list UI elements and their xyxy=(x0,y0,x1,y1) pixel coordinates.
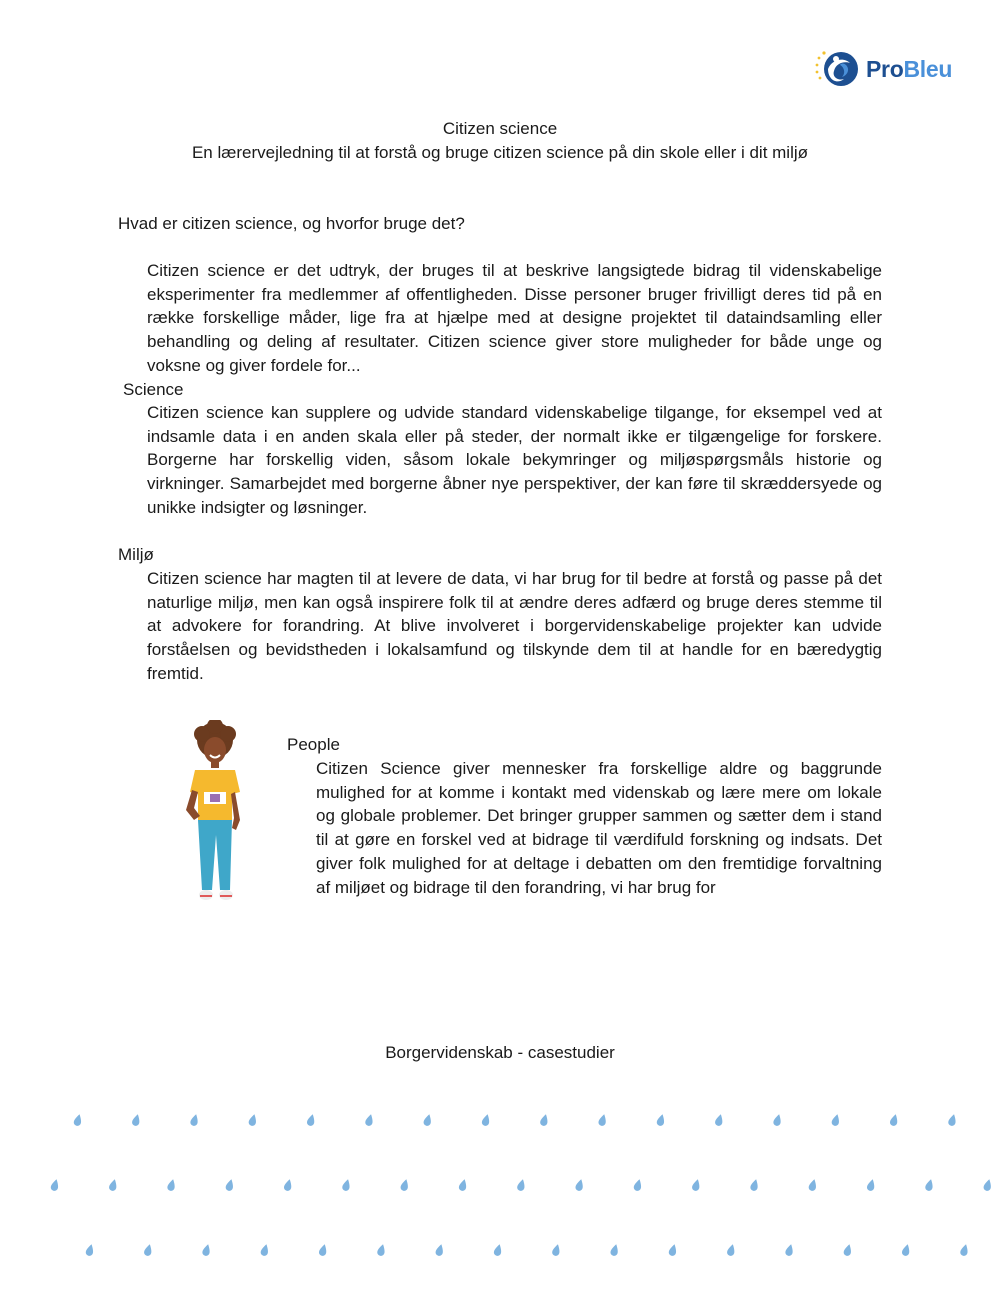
raindrop-icon xyxy=(959,1243,969,1256)
science-heading: Science xyxy=(123,380,184,399)
person-illustration xyxy=(180,720,250,910)
raindrop-icon xyxy=(73,1113,83,1126)
raindrop-icon xyxy=(493,1243,503,1256)
raindrop-icon xyxy=(248,1113,258,1126)
raindrop-icon xyxy=(575,1178,585,1191)
raindrop-icon xyxy=(889,1113,899,1126)
raindrop-icon xyxy=(610,1243,620,1256)
raindrop-icon xyxy=(131,1113,141,1126)
science-text: Citizen science kan supplere og udvide standard videnskabelige tilgange, for eksempel ved at indsamle data i en anden skala eller på steder, der normalt ikke er tilgængelige for forskere. Borgerne har forskellig viden, såsom lokale bekymringer og miljøspørgsmåls historie og virkninger. Samarbejdet med borgerne åbner nye perspektiver, der kan føre til skræddersyede og unikke indsigter og løsninger. xyxy=(147,403,882,517)
raindrop-icon xyxy=(785,1243,795,1256)
raindrop-icon xyxy=(260,1243,270,1256)
raindrop-icon xyxy=(458,1178,468,1191)
raindrop-icon xyxy=(808,1178,818,1191)
raindrop-icon xyxy=(750,1178,760,1191)
raindrop-icon xyxy=(773,1113,783,1126)
raindrop-icon xyxy=(167,1178,177,1191)
casestudier-heading: Borgervidenskab - casestudier xyxy=(385,1043,615,1062)
raindrop-icon xyxy=(947,1113,957,1126)
raindrop-icon xyxy=(866,1178,876,1191)
raindrop-icon xyxy=(85,1243,95,1256)
raindrop-icon xyxy=(364,1113,374,1126)
raindrop-icon xyxy=(714,1113,724,1126)
raindrop-icon xyxy=(901,1243,911,1256)
raindrop-icon xyxy=(633,1178,643,1191)
raindrop-icon xyxy=(551,1243,561,1256)
intro-text: Citizen science er det udtryk, der bruges til at beskrive langsigtede bidrag til videnskabelige eksperimenter fra medlemmer af offentligheden. Disse personer bruger frivilligt deres tid på en række forskellige måder, lige fra at hjælpe med at designe projektet til dataindsamling eller behandling og deling af resultater. Citizen science giver store muligheder for både unge og voksne og giver fordele for... xyxy=(147,261,882,375)
raindrop-icon xyxy=(283,1178,293,1191)
raindrop-icon xyxy=(400,1178,410,1191)
people-heading: People xyxy=(287,735,340,754)
miljo-heading: Miljø xyxy=(118,545,154,564)
raindrop-icon xyxy=(656,1113,666,1126)
raindrop-icon xyxy=(924,1178,934,1191)
raindrop-icon xyxy=(318,1243,328,1256)
raindrop-pattern xyxy=(0,1100,1000,1280)
raindrop-icon xyxy=(435,1243,445,1256)
raindrop-icon xyxy=(983,1178,993,1191)
page-title: Citizen science xyxy=(442,119,558,138)
raindrop-icon xyxy=(843,1243,853,1256)
raindrop-icon xyxy=(831,1113,841,1126)
probleu-logo xyxy=(814,46,964,92)
raindrop-icon xyxy=(376,1243,386,1256)
raindrop-icon xyxy=(341,1178,351,1191)
raindrop-icon xyxy=(423,1113,433,1126)
probleu-logo-icon xyxy=(814,47,862,91)
raindrop-icon xyxy=(190,1113,200,1126)
raindrop-icon xyxy=(481,1113,491,1126)
raindrop-icon xyxy=(539,1113,549,1126)
probleu-logo-text: ProBleu xyxy=(866,55,953,82)
raindrop-icon xyxy=(516,1178,526,1191)
raindrop-icon xyxy=(50,1178,60,1191)
raindrop-icon xyxy=(225,1178,235,1191)
raindrop-icon xyxy=(202,1243,212,1256)
page-subtitle: En lærervejledning til at forstå og bruge citizen science på din skole eller i dit miljø xyxy=(191,143,809,162)
raindrop-icon xyxy=(726,1243,736,1256)
miljo-text: Citizen science har magten til at levere de data, vi har brug for til bedre at forstå og passe på det naturlige miljø, men kan også inspirere folk til at ændre deres adfærd og bruge deres stemme til at advokere for forandring. At blive involveret i borgervidenskabelige projekter kan udvide forståelsen og bevidstheden i lokalsamfund og tilskynde dem til at handle for en bæredygtig fremtid. xyxy=(147,569,882,683)
raindrop-icon xyxy=(108,1178,118,1191)
raindrop-icon xyxy=(668,1243,678,1256)
raindrop-icon xyxy=(691,1178,701,1191)
raindrop-icon xyxy=(598,1113,608,1126)
raindrop-icon xyxy=(306,1113,316,1126)
intro-heading: Hvad er citizen science, og hvorfor bruge det? xyxy=(118,214,465,233)
people-text: Citizen Science giver mennesker fra forskellige aldre og baggrunde mulighed for at komme i kontakt med videnskab og lære mere om lokale og globale problemer. Det bringer grupper sammen og sætter dem i stand til at gøre en forskel ved at bidrage til værdifuld forskning og indsats. Det giver folk mulighed for at deltage i debatten om den fremtidige forvaltning af miljøet og bidrage til den forandring, vi har brug for xyxy=(316,759,882,897)
raindrop-icon xyxy=(143,1243,153,1256)
